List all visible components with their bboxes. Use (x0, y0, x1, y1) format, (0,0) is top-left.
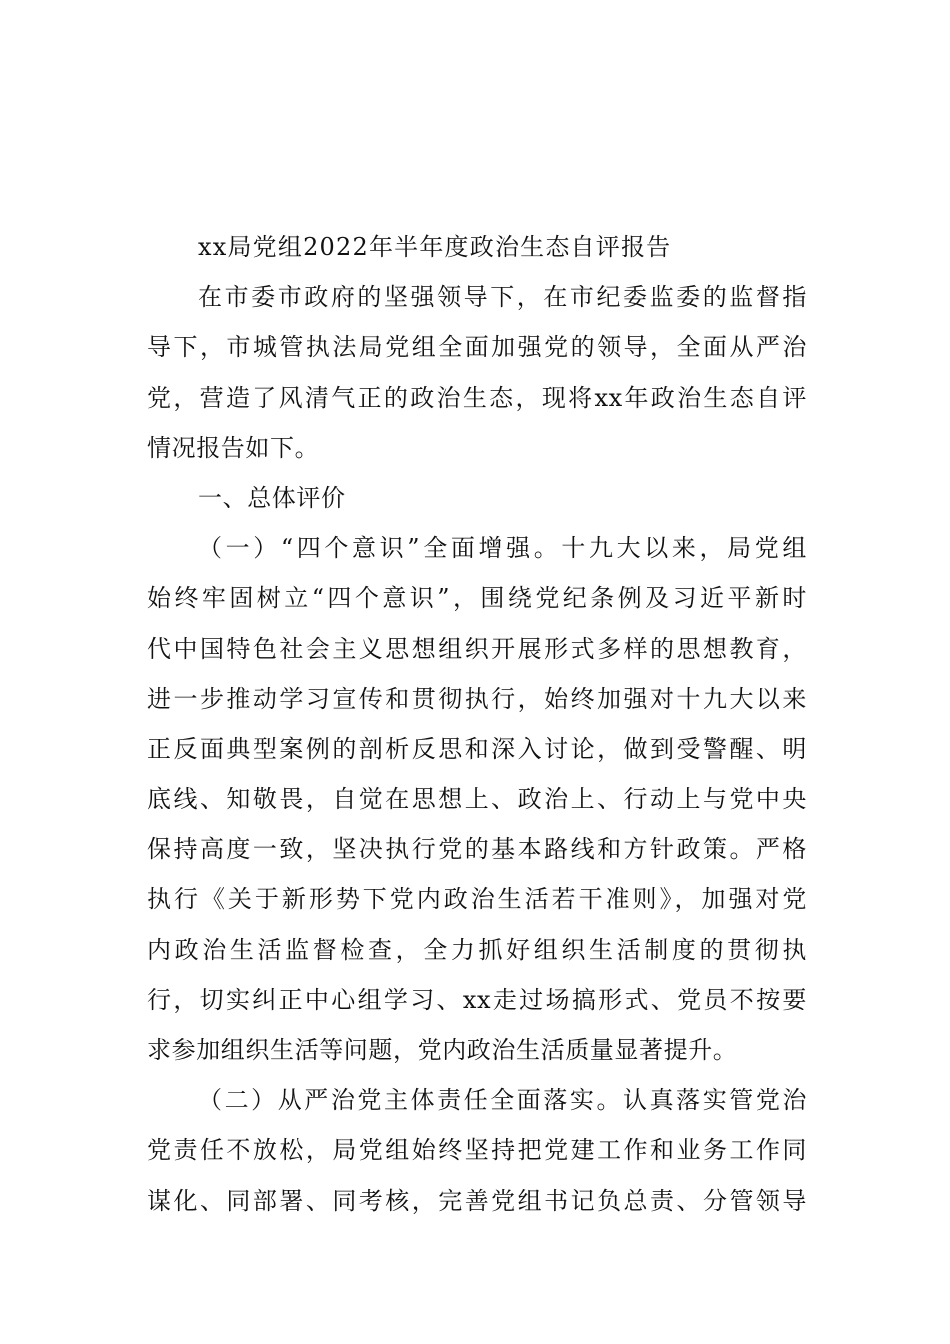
paragraph-line: 情况报告如下。 (147, 433, 320, 462)
paragraph-line: 谋化、同部署、同考核，完善党组书记负总责、分管领导 (147, 1186, 807, 1215)
paragraph-line: 内政治生活监督检查，全力抓好组织生活制度的贯彻执 (147, 935, 807, 964)
document-title: xx局党组2022年半年度政治生态自评报告 (198, 233, 672, 261)
section-heading: 一、总体评价 (198, 483, 346, 512)
paragraph-line: 代中国特色社会主义思想组织开展形式多样的思想教育， (147, 634, 807, 663)
paragraph-line: 党责任不放松，局党组始终坚持把党建工作和业务工作同 (147, 1136, 807, 1165)
paragraph-line: 求参加组织生活等问题，党内政治生活质量显著提升。 (147, 1036, 738, 1064)
paragraph-line: （一）“四个意识”全面增强。十九大以来，局党组 (198, 534, 807, 563)
paragraph-line: 导下，市城管执法局党组全面加强党的领导，全面从严治 (147, 333, 807, 362)
paragraph-line: 党，营造了风清气正的政治生态，现将xx年政治生态自评 (147, 383, 807, 412)
paragraph-line: 进一步推动学习宣传和贯彻执行，始终加强对十九大以来 (147, 684, 807, 713)
document-body (147, 222, 807, 1226)
paragraph-line: 在市委市政府的坚强领导下，在市纪委监委的监督指 (198, 283, 807, 312)
paragraph-line: 行，切实纠正中心组学习、xx走过场搞形式、党员不按要 (147, 985, 807, 1014)
paragraph-line: 底线、知敬畏，自觉在思想上、政治上、行动上与党中央 (147, 785, 807, 814)
paragraph-line: 始终牢固树立“四个意识”，围绕党纪条例及习近平新时 (147, 584, 807, 613)
paragraph-line: 保持高度一致，坚决执行党的基本路线和方针政策。严格 (147, 835, 807, 864)
paragraph-line: 正反面典型案例的剖析反思和深入讨论，做到受警醒、明 (147, 734, 807, 763)
paragraph-line: 执行《关于新形势下党内政治生活若干准则》，加强对党 (147, 885, 807, 914)
paragraph-line: （二）从严治党主体责任全面落实。认真落实管党治 (198, 1086, 807, 1115)
